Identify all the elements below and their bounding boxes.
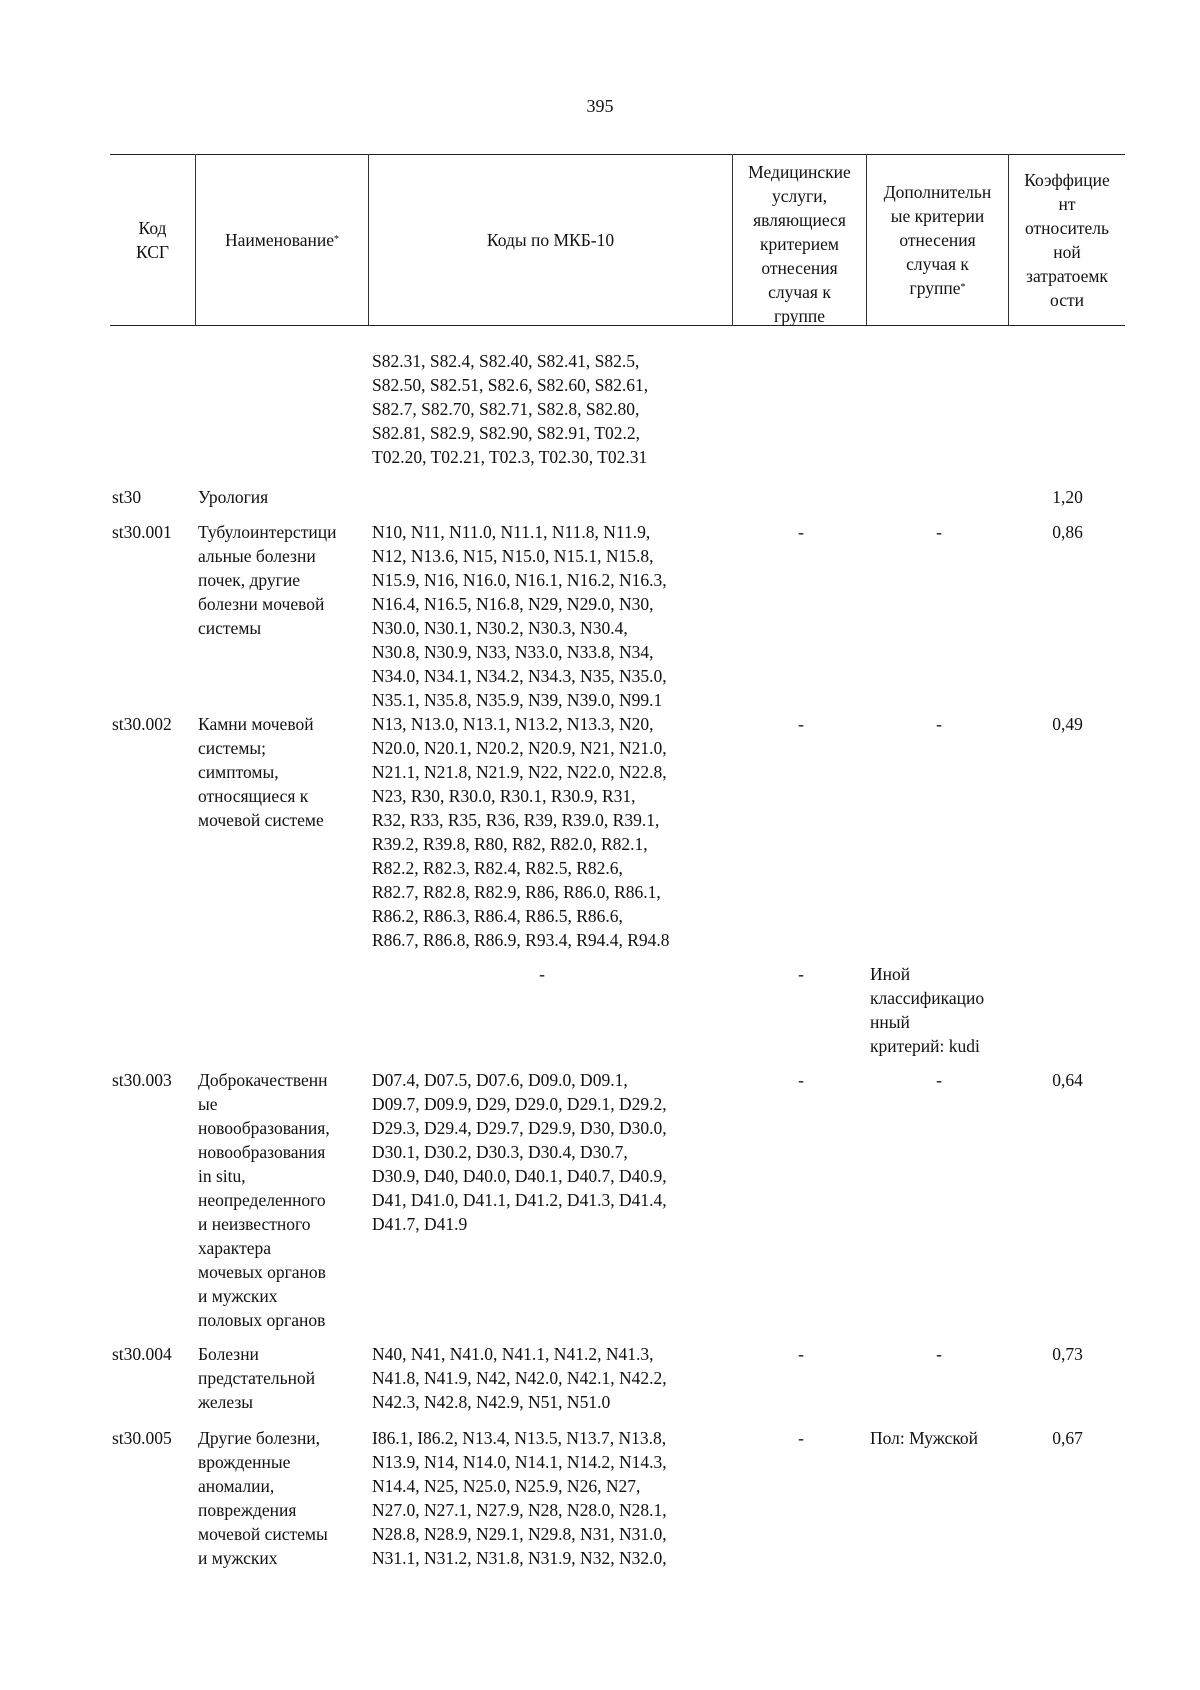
additional-criteria: - <box>936 522 942 542</box>
header-mkb-codes: Коды по МКБ-10 <box>486 230 615 250</box>
additional-criteria: - <box>936 1344 942 1364</box>
mkb-codes: N10, N11, N11.0, N11.1, N11.8, N11.9, N12, N13.6, N15, N15.0, N15.1, N15.8, N15.9, N16, N16.0, N16.1, N16.2, N16.3, N16.4, N16.5, N16.8, N29, N29.0, N30, N30.0, N30.1, N30.2, N30.3, N30.4, N30.8, N30.9, N33, N33.0, N33.8, N34, N34.0, N34.1, N34.2, N34.3, N35, N35.0, N35.1, N35.8, N35.9, N39, N39.0, N99.1 <box>372 522 667 710</box>
ksg-code: st30.002 <box>112 714 172 734</box>
medical-services: - <box>798 1428 804 1448</box>
medical-services: - <box>798 522 804 542</box>
coefficient: 0,67 <box>1052 1428 1083 1448</box>
ksg-name: Болезни предстательной железы <box>198 1344 316 1412</box>
mkb-codes: N40, N41, N41.0, N41.1, N41.2, N41.3, N41.8, N41.9, N42, N42.0, N42.1, N42.2, N42.3, N42.8, N42.9, N51, N51.0 <box>372 1344 667 1412</box>
mkb-codes: D07.4, D07.5, D07.6, D09.0, D09.1, D09.7, D09.9, D29, D29.0, D29.1, D29.2, D29.3, D29.4, D29.7, D29.9, D30, D30.0, D30.1, D30.2, D30.3, D30.4, D30.7, D30.9, D40, D40.0, D40.1, D40.7, D40.9, D41, D41.0, D41.1, D41.2, D41.3, D41.4, D41.7, D41.9 <box>372 1070 667 1234</box>
ksg-name: Тубулоинтерстици альные болезни почек, другие болезни мочевой системы <box>198 522 337 638</box>
ksg-name: Доброкачественн ые новообразования, новообразования in situ, неопределенного и неизвестного характера мочевых органов и мужских половых органов <box>198 1070 330 1330</box>
header-additional-criteria: Дополнительн ые критерии отнесения случая к группе* <box>883 182 992 298</box>
ksg-code: st30.004 <box>112 1344 172 1364</box>
header-coefficient: Коэффицие нт относитель ной затратоемк ости <box>1024 170 1110 310</box>
mkb-codes: S82.31, S82.4, S82.40, S82.41, S82.5, S82.50, S82.51, S82.6, S82.60, S82.61, S82.7, S82.70, S82.71, S82.8, S82.80, S82.81, S82.9, S82.90, S82.91, T02.2, T02.20, T02.21, T02.3, T02.30, T02.31 <box>372 351 649 467</box>
medical-services: - <box>798 964 804 984</box>
additional-criteria: - <box>936 714 942 734</box>
coefficient: 0,86 <box>1052 522 1083 542</box>
coefficient: 0,64 <box>1052 1070 1083 1090</box>
additional-criteria: - <box>936 1070 942 1090</box>
additional-criteria: Иной классификацио нный критерий: kudi <box>870 964 985 1056</box>
ksg-name: Камни мочевой системы; симптомы, относящиеся к мочевой системе <box>198 714 324 830</box>
coefficient: 0,73 <box>1052 1344 1083 1364</box>
coefficient: 0,49 <box>1052 714 1083 734</box>
ksg-code: st30.005 <box>112 1428 172 1448</box>
medical-services: - <box>798 714 804 734</box>
ksg-code: st30.003 <box>112 1070 172 1090</box>
header-medical-services: Медицинские услуги, являющиеся критерием отнесения случая к группе <box>748 162 851 326</box>
additional-criteria: Пол: Мужской <box>870 1428 979 1448</box>
header-bottom-rule <box>110 325 1125 326</box>
medical-services: - <box>798 1070 804 1090</box>
mkb-codes: I86.1, I86.2, N13.4, N13.5, N13.7, N13.8, N13.9, N14, N14.0, N14.1, N14.2, N14.3, N14.4, N25, N25.0, N25.9, N26, N27, N27.0, N27.1, N27.9, N28, N28.0, N28.1, N28.8, N28.9, N29.1, N29.8, N31, N31.0, N31.1, N31.2, N31.8, N31.9, N32, N32.0, <box>372 1428 667 1568</box>
header-name: Наименование * <box>224 230 340 250</box>
ksg-code: st30.001 <box>112 522 172 542</box>
ksg-code: st30 <box>112 487 142 507</box>
header-top-rule <box>110 154 1125 155</box>
header-code: Код КСГ <box>135 218 170 262</box>
mkb-codes: - <box>539 964 545 984</box>
mkb-codes: N13, N13.0, N13.1, N13.2, N13.3, N20, N20.0, N20.1, N20.2, N20.9, N21, N21.0, N21.1, N21.8, N21.9, N22, N22.0, N22.8, N23, R30, R30.0, R30.1, R30.9, R31, R32, R33, R35, R36, R39, R39.0, R39.1, R39.2, R39.8, R80, R82, R82.0, R82.1, R82.2, R82.3, R82.4, R82.5, R82.6, R82.7, R82.8, R82.9, R86, R86.0, R86.1, R86.2, R86.3, R86.4, R86.5, R86.6, R86.7, R86.8, R86.9, R93.4, R94.4, R94.8 <box>372 714 670 950</box>
coefficient: 1,20 <box>1052 487 1083 507</box>
medical-services: - <box>798 1344 804 1364</box>
ksg-name: Урология <box>198 487 269 507</box>
ksg-name: Другие болезни, врожденные аномалии, повреждения мочевой системы и мужских <box>198 1428 328 1568</box>
page-number: 395 <box>586 96 614 116</box>
